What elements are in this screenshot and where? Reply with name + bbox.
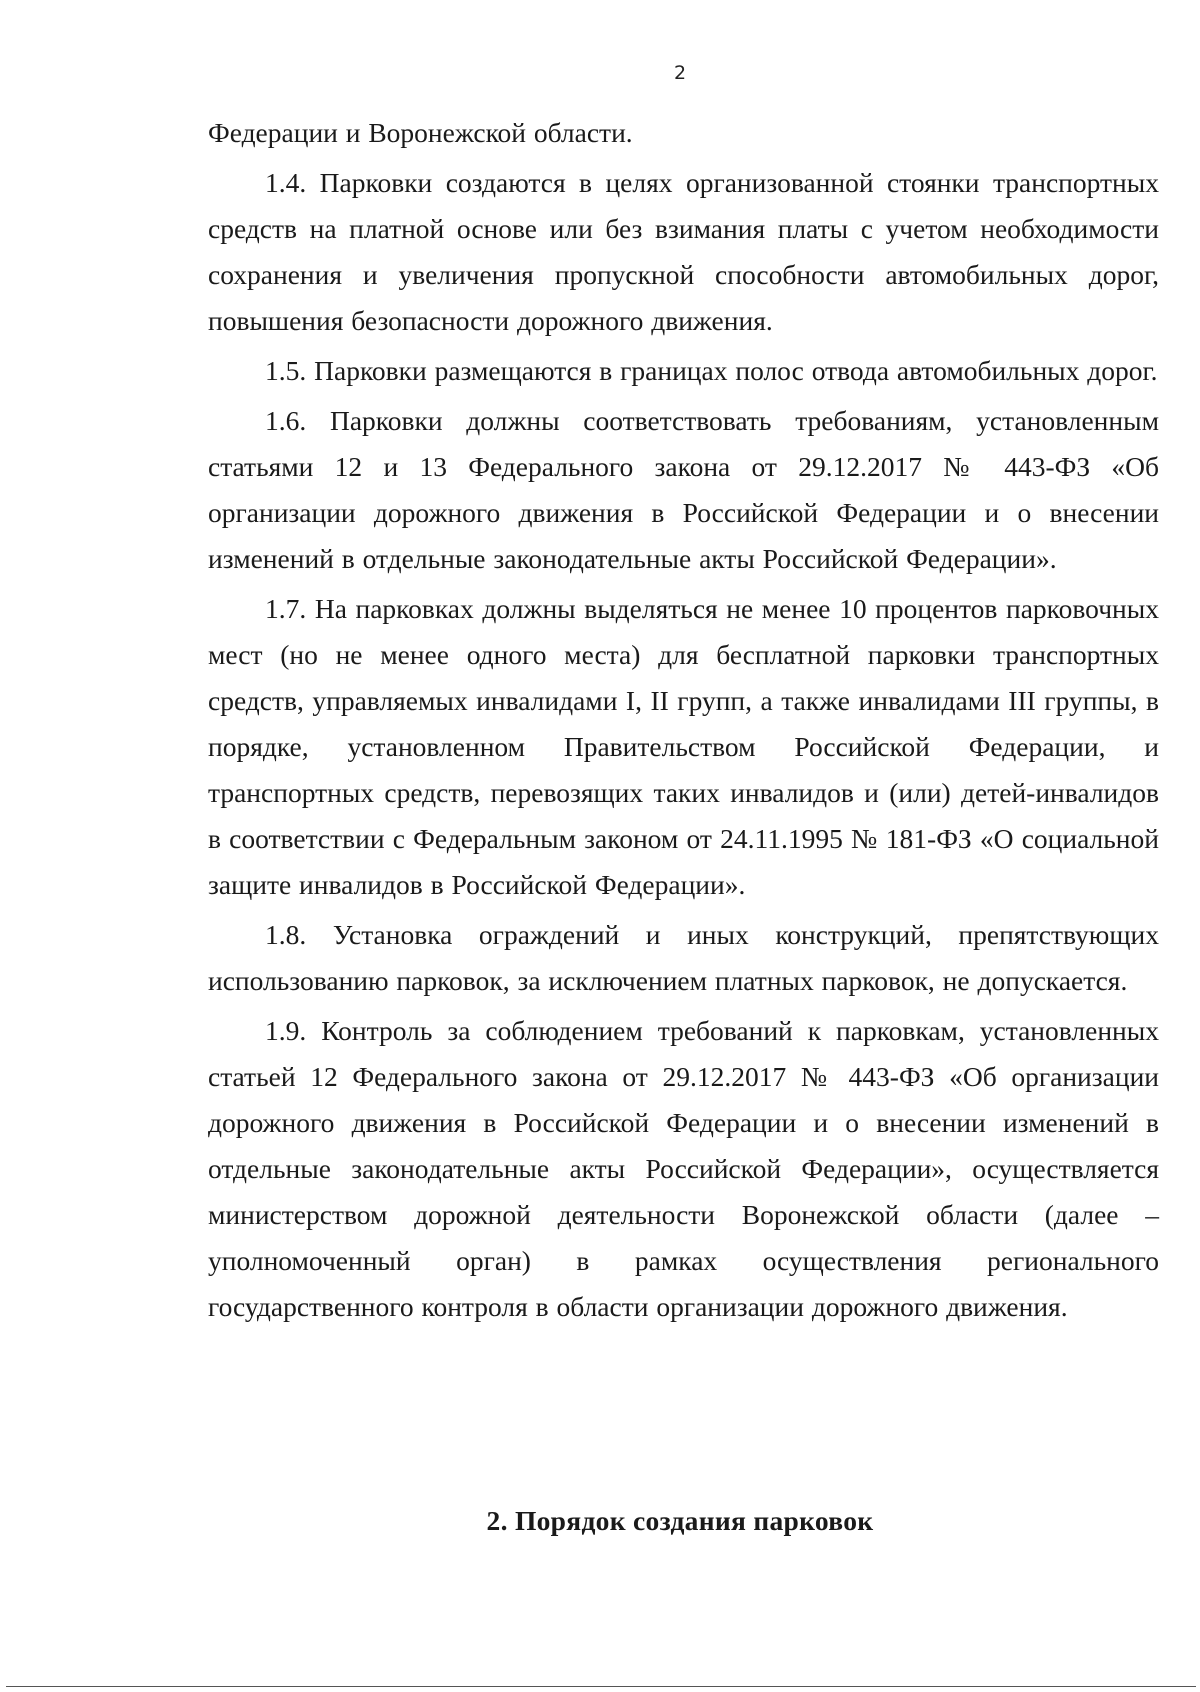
page-number: 2 [673, 62, 687, 84]
paragraph-1-6: 1.6. Парковки должны соответствовать требованиям, установленным статьями 12 и 13 Федерального закона от 29.12.2017 № 443-ФЗ «Об организации дорожного движения в Российской Федерации и о внесении изменений в отдельные законодательные акты Российской Федерации». [208, 405, 1159, 574]
page-bottom-rule [6, 1686, 1196, 1687]
paragraph-1-5: 1.5. Парковки размещаются в границах полос отвода автомобильных дорог. [265, 355, 1158, 386]
paragraph-1-7: 1.7. На парковках должны выделяться не менее 10 процентов парковочных мест (но не менее одного места) для бесплатной парковки транспортных средств, управляемых инвалидами I, II групп, а также инвалидами III группы, в порядке, установленном Правительством Российской Федерации, и транспортных средств, перевозящих таких инвалидов и (или) детей-инвалидов в соответствии с Федеральным законом от 24.11.1995 № 181-ФЗ «О социальной защите инвалидов в Российской Федерации». [208, 593, 1159, 900]
paragraph-1-4: 1.4. Парковки создаются в целях организованной стоянки транспортных средств на платной основе или без взимания платы с учетом необходимости сохранения и увеличения пропускной способности автомобильных дорог, повышения безопасности дорожного движения. [208, 167, 1159, 336]
document-body [208, 110, 1159, 1334]
paragraph-continuation: Федерации и Воронежской области. [208, 117, 633, 148]
paragraph-1-8: 1.8. Установка ограждений и иных конструкций, препятствующих использованию парковок, за исключением платных парковок, не допускается. [208, 919, 1159, 996]
paragraph-1-9: 1.9. Контроль за соблюдением требований к парковкам, установленных статьей 12 Федерального закона от 29.12.2017 № 443-ФЗ «Об организации дорожного движения в Российской Федерации и о внесении изменений в отдельные законодательные акты Российской Федерации», осуществляется министерством дорожной деятельности Воронежской области (далее – уполномоченный орган) в рамках осуществления регионального государственного контроля в области организации дорожного движения. [208, 1015, 1159, 1322]
section-heading: 2. Порядок создания парковок [486, 1505, 874, 1536]
